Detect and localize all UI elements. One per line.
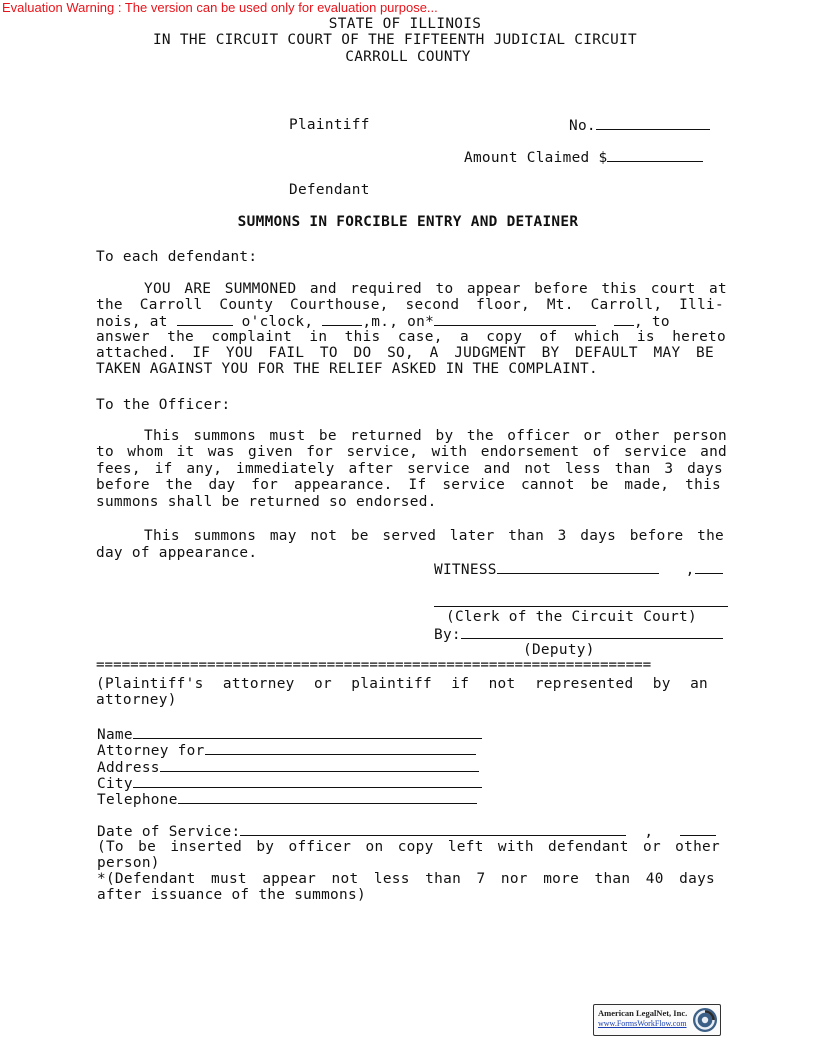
defendant-label: Defendant — [289, 182, 370, 198]
attorney-address-line[interactable] — [160, 759, 479, 772]
attorney-name-label: Name — [97, 727, 133, 743]
officer-line-3: fees, if any, immediately after service and not less than 3 days — [96, 461, 723, 477]
summons-line-6: TAKEN AGAINST YOU FOR THE RELIEF ASKED IN THE COMPLAINT. — [96, 361, 598, 377]
amount-claimed-line[interactable] — [607, 149, 703, 162]
defendant-appearance-note-1: *(Defendant must appear not less than 7 nor more than 40 days — [97, 871, 715, 887]
service-note-line-2: person) — [97, 855, 160, 871]
you-are-summoned: YOU ARE SUMMONED — [144, 281, 297, 297]
defendant-appearance-note-2: after issuance of the summons) — [97, 887, 366, 903]
legalnet-name: American LegalNet, Inc. — [598, 1008, 688, 1018]
summons-line-2: the Carroll County Courthouse, second floor, Mt. Carroll, Illi- — [96, 297, 724, 313]
attorney-city-field[interactable] — [97, 775, 482, 793]
to-officer-heading: To the Officer: — [96, 397, 231, 413]
clerk-label: (Clerk of the Circuit Court) — [446, 609, 697, 625]
attorney-address-field[interactable] — [97, 759, 479, 777]
appearance-hour-line[interactable] — [177, 313, 233, 326]
court-heading: IN THE CIRCUIT COURT OF THE FIFTEENTH JUDICIAL CIRCUIT — [152, 32, 638, 48]
attorney-address-label: Address — [97, 760, 160, 776]
deputy-label: (Deputy) — [523, 642, 595, 658]
date-of-service-year-line[interactable] — [680, 823, 716, 836]
to-defendant-heading: To each defendant: — [96, 249, 258, 265]
amount-claimed-field[interactable] — [464, 149, 703, 167]
summons-line-4: answer the complaint in this case, a copy of which is hereto — [96, 329, 726, 345]
date-of-service-label: Date of Service: — [97, 824, 241, 840]
case-number-field[interactable] — [569, 117, 710, 135]
by-label: By: — [434, 627, 461, 643]
attorney-telephone-label: Telephone — [97, 792, 178, 808]
separator-line: ================================================================= — [96, 657, 652, 673]
service-note-line-1: (To be inserted by officer on copy left with defendant or other — [97, 839, 720, 855]
summons-line-1: YOU ARE SUMMONED and required to appear before this court at — [144, 281, 727, 297]
date-of-service-line[interactable] — [240, 823, 626, 836]
attorney-note-line-2: attorney) — [96, 692, 177, 708]
served-line-2: day of appearance. — [96, 545, 258, 561]
legalnet-logo-icon — [692, 1007, 718, 1033]
plaintiff-label: Plaintiff — [289, 117, 370, 133]
appearance-date-line[interactable] — [434, 313, 596, 326]
summons-line-5: attached. IF YOU FAIL TO DO SO, A JUDGMENT BY DEFAULT MAY BE — [96, 345, 714, 361]
date-of-service-field[interactable]: Date of Service: , — [97, 823, 716, 841]
attorney-for-line[interactable] — [205, 742, 476, 755]
officer-line-5: summons shall be returned so endorsed. — [96, 494, 437, 510]
witness-field[interactable]: WITNESS , — [434, 561, 723, 579]
witness-year-line[interactable] — [695, 561, 723, 574]
officer-line-1: This summons must be returned by the officer or other person — [144, 428, 727, 444]
officer-line-2: to whom it was given for service, with endorsement of service and — [96, 444, 727, 460]
attorney-city-label: City — [97, 776, 133, 792]
legalnet-link[interactable]: www.FormsWorkFlow.com — [598, 1019, 687, 1028]
state-heading: STATE OF ILLINOIS — [328, 16, 482, 32]
witness-line[interactable] — [497, 561, 659, 574]
by-field[interactable] — [434, 626, 723, 644]
witness-label: WITNESS — [434, 562, 497, 578]
served-line-1: This summons may not be served later than 3 days before the — [144, 528, 724, 544]
attorney-note-line-1: (Plaintiff's attorney or plaintiff if not represented by an — [96, 676, 708, 692]
appearance-ampm-line[interactable] — [322, 313, 362, 326]
attorney-name-field[interactable] — [97, 726, 482, 744]
attorney-telephone-line[interactable] — [178, 791, 477, 804]
document-title: SUMMONS IN FORCIBLE ENTRY AND DETAINER — [237, 214, 579, 230]
county-heading: CARROLL COUNTY — [345, 49, 471, 65]
summons-line-3: nois, at o'clock, ,m., on* , to — [96, 314, 670, 330]
appearance-year-line[interactable] — [614, 313, 634, 326]
evaluation-warning: Evaluation Warning : The version can be used only for evaluation purpose... — [2, 0, 438, 15]
case-number-line[interactable] — [596, 117, 710, 130]
officer-line-4: before the day for appearance. If service cannot be made, this — [96, 477, 721, 493]
attorney-for-label: Attorney for — [97, 743, 205, 759]
amount-claimed-label: Amount Claimed $ — [464, 150, 608, 166]
attorney-name-line[interactable] — [133, 726, 482, 739]
legalnet-seal — [593, 1004, 721, 1036]
attorney-city-line[interactable] — [133, 775, 482, 788]
attorney-for-field[interactable] — [97, 742, 476, 760]
case-number-label: No. — [569, 118, 596, 134]
attorney-telephone-field[interactable] — [97, 791, 477, 809]
clerk-signature-line[interactable] — [434, 606, 728, 607]
deputy-signature-line[interactable] — [461, 626, 723, 639]
